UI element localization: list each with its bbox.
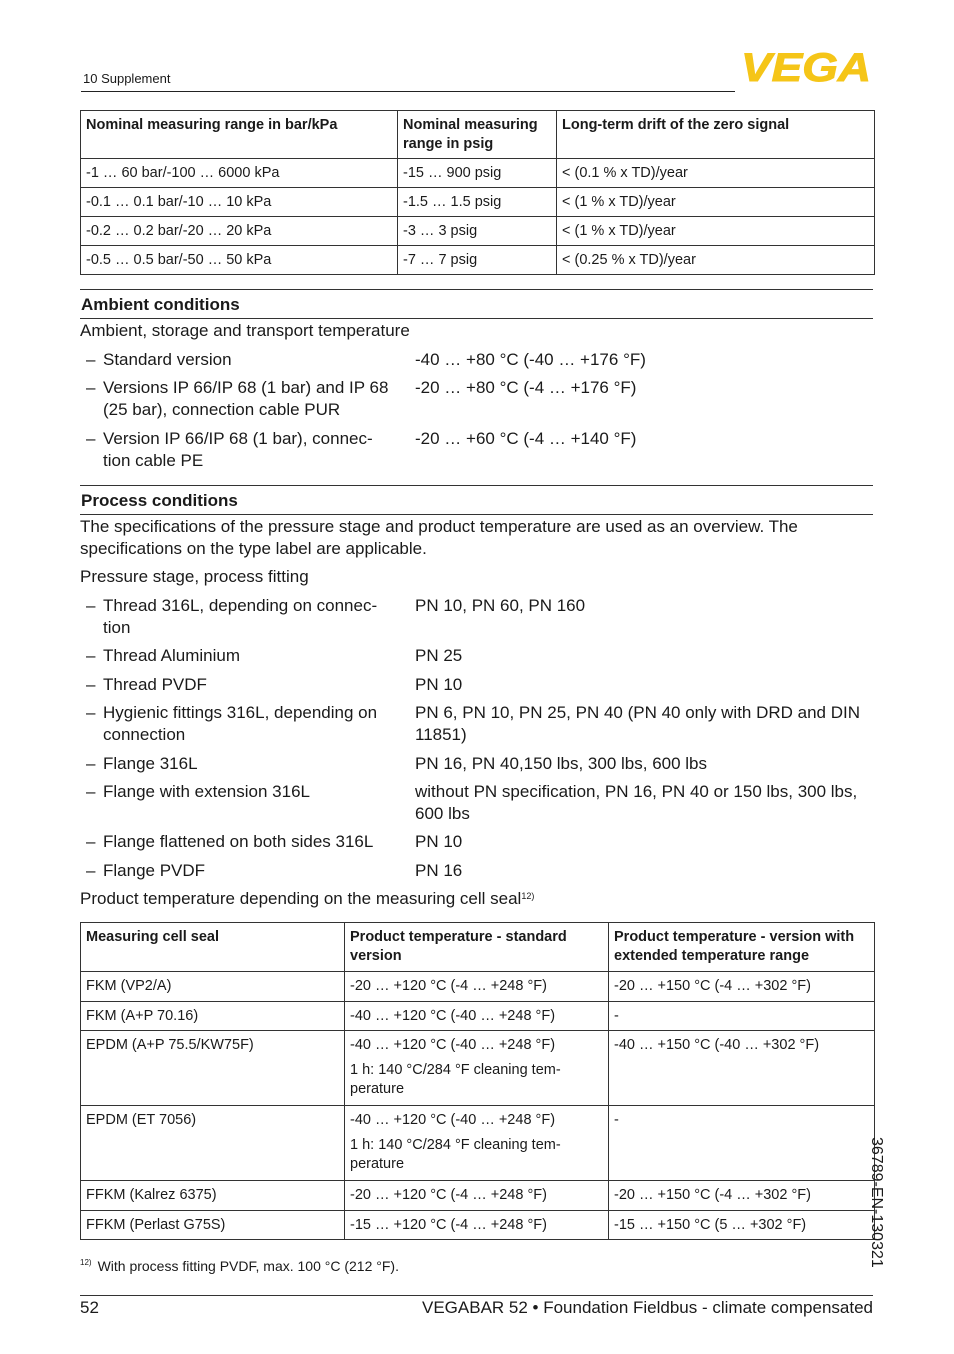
table-cell: FKM (VP2/A) (81, 972, 345, 1002)
table-cell: FFKM (Kalrez 6375) (81, 1181, 345, 1211)
dash-bullet: – (86, 703, 96, 722)
table-cell: -0.1 … 0.1 bar/-10 … 10 kPa (81, 188, 398, 217)
table-cell: -0.5 … 0.5 bar/-50 … 50 kPa (81, 246, 398, 275)
document-title: VEGABAR 52 • Foundation Fieldbus - climate compensated (421, 1298, 873, 1317)
col-header-extended: Product temperature - version with extended temperature range (609, 923, 875, 972)
table-cell: -20 … +120 °C (-4 … +248 °F) (345, 972, 609, 1002)
footnote-ref[interactable]: 12) (521, 891, 535, 901)
item-value: -20 … +80 °C (-4 … +176 °F) (415, 378, 637, 397)
table-row (81, 159, 875, 188)
table-cell: FKM (A+P 70.16) (81, 1002, 345, 1031)
table-cell: -20 … +150 °C (-4 … +302 °F) (609, 1181, 875, 1211)
table-cell: < (1 % x TD)/year (557, 217, 875, 246)
table-cell: -20 … +120 °C (-4 … +248 °F) (345, 1181, 609, 1211)
footnote-text: With process fitting PVDF, max. 100 °C (212 °F). (97, 1258, 399, 1274)
table-row (81, 1002, 875, 1031)
product-temp-text: Product temperature depending on the measuring cell seal (80, 889, 522, 908)
item-value: PN 16, PN 40,150 lbs, 300 lbs, 600 lbs (415, 754, 708, 773)
item-value: PN 10 (415, 675, 463, 694)
item-label: Standard version (103, 350, 232, 369)
table-cell (345, 1031, 609, 1106)
table-cell: < (0.1 % x TD)/year (557, 159, 875, 188)
seal-table-header (81, 923, 875, 972)
item-value: without PN specification, PN 16, PN 40 or 150 lbs, 300 lbs, 600 lbs (415, 782, 858, 823)
pressure-stage-label: Pressure stage, process fitting (80, 567, 309, 586)
dash-bullet: – (86, 782, 96, 801)
table-cell: FFKM (Perlast G75S) (81, 1211, 345, 1240)
col-header-seal: Measuring cell seal (81, 923, 345, 972)
item-label: Flange flattened on both sides 316L (103, 832, 374, 851)
table-row (81, 246, 875, 275)
col-header-drift: Long-term drift of the zero signal (557, 111, 875, 159)
item-label: Thread Aluminium (103, 646, 241, 665)
table-row (81, 1031, 875, 1106)
table-cell: -15 … 900 psig (398, 159, 557, 188)
dash-bullet: – (86, 861, 96, 880)
table-cell: < (1 % x TD)/year (557, 188, 875, 217)
table-cell: -20 … +150 °C (-4 … +302 °F) (609, 972, 875, 1002)
process-intro: The specifications of the pressure stage and product temperature are used as an overview. The specifications on the type label are applicable. (80, 517, 798, 558)
table-cell: -40 … +120 °C (-40 … +248 °F) (345, 1002, 609, 1031)
vega-logo (740, 50, 873, 84)
drift-table (80, 110, 875, 275)
cell-value: -40 … +120 °C (-40 … +248 °F) (350, 1112, 556, 1128)
item-value: PN 16 (415, 861, 463, 880)
dash-bullet: – (86, 350, 96, 369)
table-row (81, 1211, 875, 1240)
table-row (81, 217, 875, 246)
item-value: PN 10, PN 60, PN 160 (415, 596, 586, 615)
drift-table-header (81, 111, 875, 159)
cell-note: 1 h: 140 °C/284 °F cleaning tem-perature (350, 1062, 561, 1097)
table-row (81, 1106, 875, 1181)
dash-bullet: – (86, 754, 96, 773)
item-value: -20 … +60 °C (-4 … +140 °F) (415, 429, 637, 448)
table-cell: -7 … 7 psig (398, 246, 557, 275)
col-header-range-bar: Nominal measuring range in bar/kPa (81, 111, 398, 159)
seal-table (80, 922, 875, 1240)
table-cell: -1 … 60 bar/-100 … 6000 kPa (81, 159, 398, 188)
footnote (80, 1258, 399, 1274)
running-header: 10 Supplement (83, 71, 171, 86)
table-cell: -15 … +150 °C (5 … +302 °F) (609, 1211, 875, 1240)
dash-bullet: – (86, 596, 96, 615)
table-cell: -1.5 … 1.5 psig (398, 188, 557, 217)
item-label: Flange 316L (103, 754, 198, 773)
document-code: 36789-EN-130321 (868, 1137, 885, 1268)
dash-bullet: – (86, 646, 96, 665)
cell-value: -40 … +120 °C (-40 … +248 °F) (350, 1037, 556, 1053)
table-cell: -0.2 … 0.2 bar/-20 … 20 kPa (81, 217, 398, 246)
ambient-intro: Ambient, storage and transport temperature (80, 321, 410, 340)
header-rule (81, 91, 735, 92)
item-label: Flange with extension 316L (103, 782, 310, 801)
footnote-number: 12) (80, 1258, 92, 1267)
process-heading: Process conditions (80, 485, 873, 515)
col-header-standard: Product temperature - standard version (345, 923, 609, 972)
logo-text: VEGA (741, 50, 871, 84)
cell-note: 1 h: 140 °C/284 °F cleaning tem-perature (350, 1137, 561, 1172)
table-cell: -15 … +120 °C (-4 … +248 °F) (345, 1211, 609, 1240)
item-label: Version IP 66/IP 68 (1 bar), connec-tion cable PE (103, 429, 373, 470)
item-value: PN 6, PN 10, PN 25, PN 40 (PN 40 only with DRD and DIN 11851) (415, 703, 861, 744)
table-cell: - (609, 1002, 875, 1031)
item-label: Hygienic fittings 316L, depending on connection (103, 703, 378, 744)
table-cell: -40 … +150 °C (-40 … +302 °F) (609, 1031, 875, 1106)
footer-rule (80, 1295, 873, 1296)
col-header-range-psig: Nominal measuring range in psig (398, 111, 557, 159)
table-row (81, 188, 875, 217)
table-cell: - (609, 1106, 875, 1181)
item-value: PN 25 (415, 646, 463, 665)
product-temp-label (80, 888, 873, 910)
dash-bullet: – (86, 832, 96, 851)
ambient-heading: Ambient conditions (80, 289, 873, 319)
table-cell: EPDM (A+P 75.5/KW75F) (81, 1031, 345, 1106)
item-label: Thread PVDF (103, 675, 207, 694)
dash-bullet: – (86, 675, 96, 694)
table-cell: -3 … 3 psig (398, 217, 557, 246)
table-row (81, 1181, 875, 1211)
table-cell: < (0.25 % x TD)/year (557, 246, 875, 275)
table-cell: EPDM (ET 7056) (81, 1106, 345, 1181)
dash-bullet: – (86, 429, 96, 448)
dash-bullet: – (86, 378, 96, 397)
item-label: Versions IP 66/IP 68 (1 bar) and IP 68 (25 bar), connection cable PUR (103, 378, 389, 419)
item-label: Flange PVDF (103, 861, 206, 880)
item-value: -40 … +80 °C (-40 … +176 °F) (415, 350, 646, 369)
item-value: PN 10 (415, 832, 463, 851)
page-number: 52 (80, 1298, 99, 1317)
table-cell (345, 1106, 609, 1181)
item-label: Thread 316L, depending on connec-tion (103, 596, 378, 637)
table-row (81, 972, 875, 1002)
